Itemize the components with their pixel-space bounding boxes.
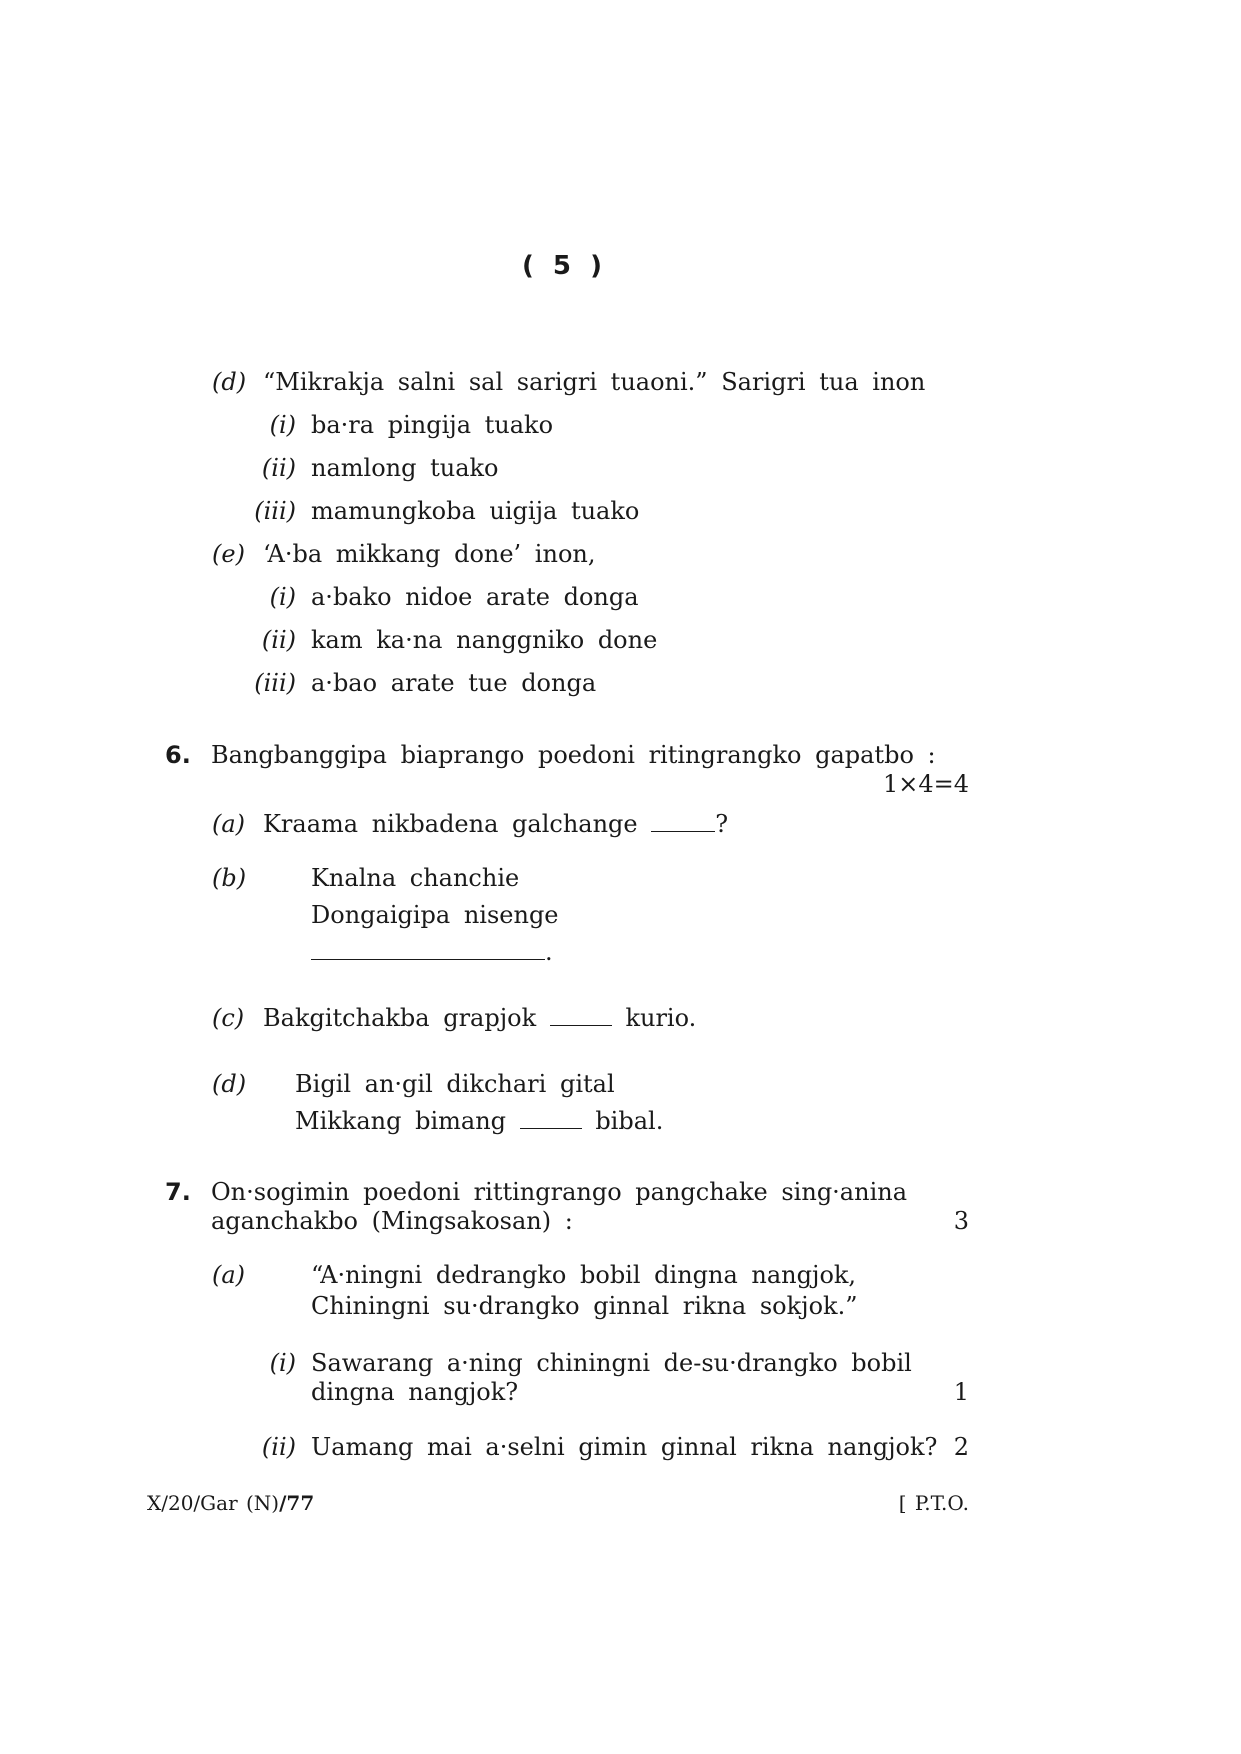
- q6d-blank: [520, 1127, 582, 1129]
- q7ii-marks: 2: [953, 1433, 969, 1461]
- q5d-opt1-text: ba·ra pingija tuako: [311, 411, 554, 439]
- q5e-opt3-label: (iii): [254, 669, 296, 697]
- q7a-line2: Chiningni su·drangko ginnal rikna sokjok.”: [311, 1292, 858, 1320]
- q6-number: 6.: [165, 741, 191, 769]
- q7-line2: aganchakbo (Mingsakosan) :: [211, 1207, 573, 1235]
- q6d-label: (d): [212, 1070, 247, 1098]
- q5d-opt3-text: mamungkoba uigija tuako: [311, 497, 640, 525]
- q5e-opt2-label: (ii): [261, 626, 296, 654]
- q7-line1: On·sogimin poedoni rittingrango pangchake sing·anina: [211, 1178, 908, 1206]
- q6d-after: bibal.: [595, 1107, 664, 1135]
- q7a-label: (a): [212, 1261, 246, 1289]
- q6a-text: Kraama nikbadena galchange: [263, 810, 638, 838]
- q6c-line: [263, 1005, 696, 1031]
- q6-marks: 1×4=4: [882, 770, 969, 798]
- q5e-opt1-text: a·bako nidoe arate donga: [311, 583, 639, 611]
- footer-code-text: X/20/Gar (N): [147, 1491, 280, 1515]
- q5d-opt2-label: (ii): [261, 454, 296, 482]
- q7ii-text: Uamang mai a·selni gimin ginnal rikna nangjok?: [311, 1433, 938, 1461]
- q5e-opt3-text: a·bao arate tue donga: [311, 669, 597, 697]
- q6b-line1: Knalna chanchie: [311, 864, 520, 892]
- q6c-label: (c): [212, 1004, 245, 1032]
- q7-marks: 3: [953, 1207, 969, 1235]
- q5d-label: (d): [212, 368, 247, 396]
- q5d-opt1-label: (i): [269, 411, 296, 439]
- q5d-opt2-text: namlong tuako: [311, 454, 499, 482]
- q6a-blank: [651, 830, 715, 832]
- footer-code-bold: /77: [279, 1491, 315, 1515]
- q6a-label: (a): [212, 810, 246, 838]
- q7i-marks: 1: [953, 1378, 969, 1406]
- q6a-line: [263, 811, 728, 837]
- q6d-line2: [295, 1108, 663, 1134]
- q7i-line2: dingna nangjok?: [311, 1378, 519, 1406]
- footer-code: [147, 1492, 314, 1514]
- q5e-label: (e): [212, 540, 245, 568]
- q5d-text: “Mikrakja salni sal sarigri tuaoni.” Sarigri tua inon: [263, 368, 926, 396]
- q7-number: 7.: [165, 1178, 191, 1206]
- footer-pto: [ P.T.O.: [898, 1491, 969, 1515]
- q6b-line3: [311, 939, 553, 965]
- q7i-label: (i): [269, 1349, 296, 1377]
- q6c-blank: [550, 1024, 612, 1026]
- q6a-after: ?: [715, 810, 729, 838]
- q7a-line1: “A·ningni dedrangko bobil dingna nangjok,: [311, 1261, 857, 1289]
- q6b-blank: [311, 958, 545, 960]
- q7i-line1: Sawarang a·ning chiningni de-su·drangko bobil: [311, 1349, 912, 1377]
- q6b-after: .: [545, 938, 553, 966]
- q6c-after: kurio.: [625, 1004, 697, 1032]
- q5e-text: ‘A·ba mikkang done’ inon,: [263, 540, 596, 568]
- q6-text: Bangbanggipa biaprango poedoni ritingrangko gapatbo :: [211, 741, 936, 769]
- q6b-label: (b): [212, 864, 247, 892]
- q5e-opt1-label: (i): [269, 583, 296, 611]
- q6c-text: Bakgitchakba grapjok: [263, 1004, 537, 1032]
- page-number: ( 5 ): [522, 251, 602, 281]
- q6b-line2: Dongaigipa nisenge: [311, 901, 559, 929]
- q5e-opt2-text: kam ka·na nanggniko done: [311, 626, 658, 654]
- q6d-text: Mikkang bimang: [295, 1107, 507, 1135]
- q5d-opt3-label: (iii): [254, 497, 296, 525]
- q6d-line1: Bigil an·gil dikchari gital: [295, 1070, 615, 1098]
- q7ii-label: (ii): [261, 1433, 296, 1461]
